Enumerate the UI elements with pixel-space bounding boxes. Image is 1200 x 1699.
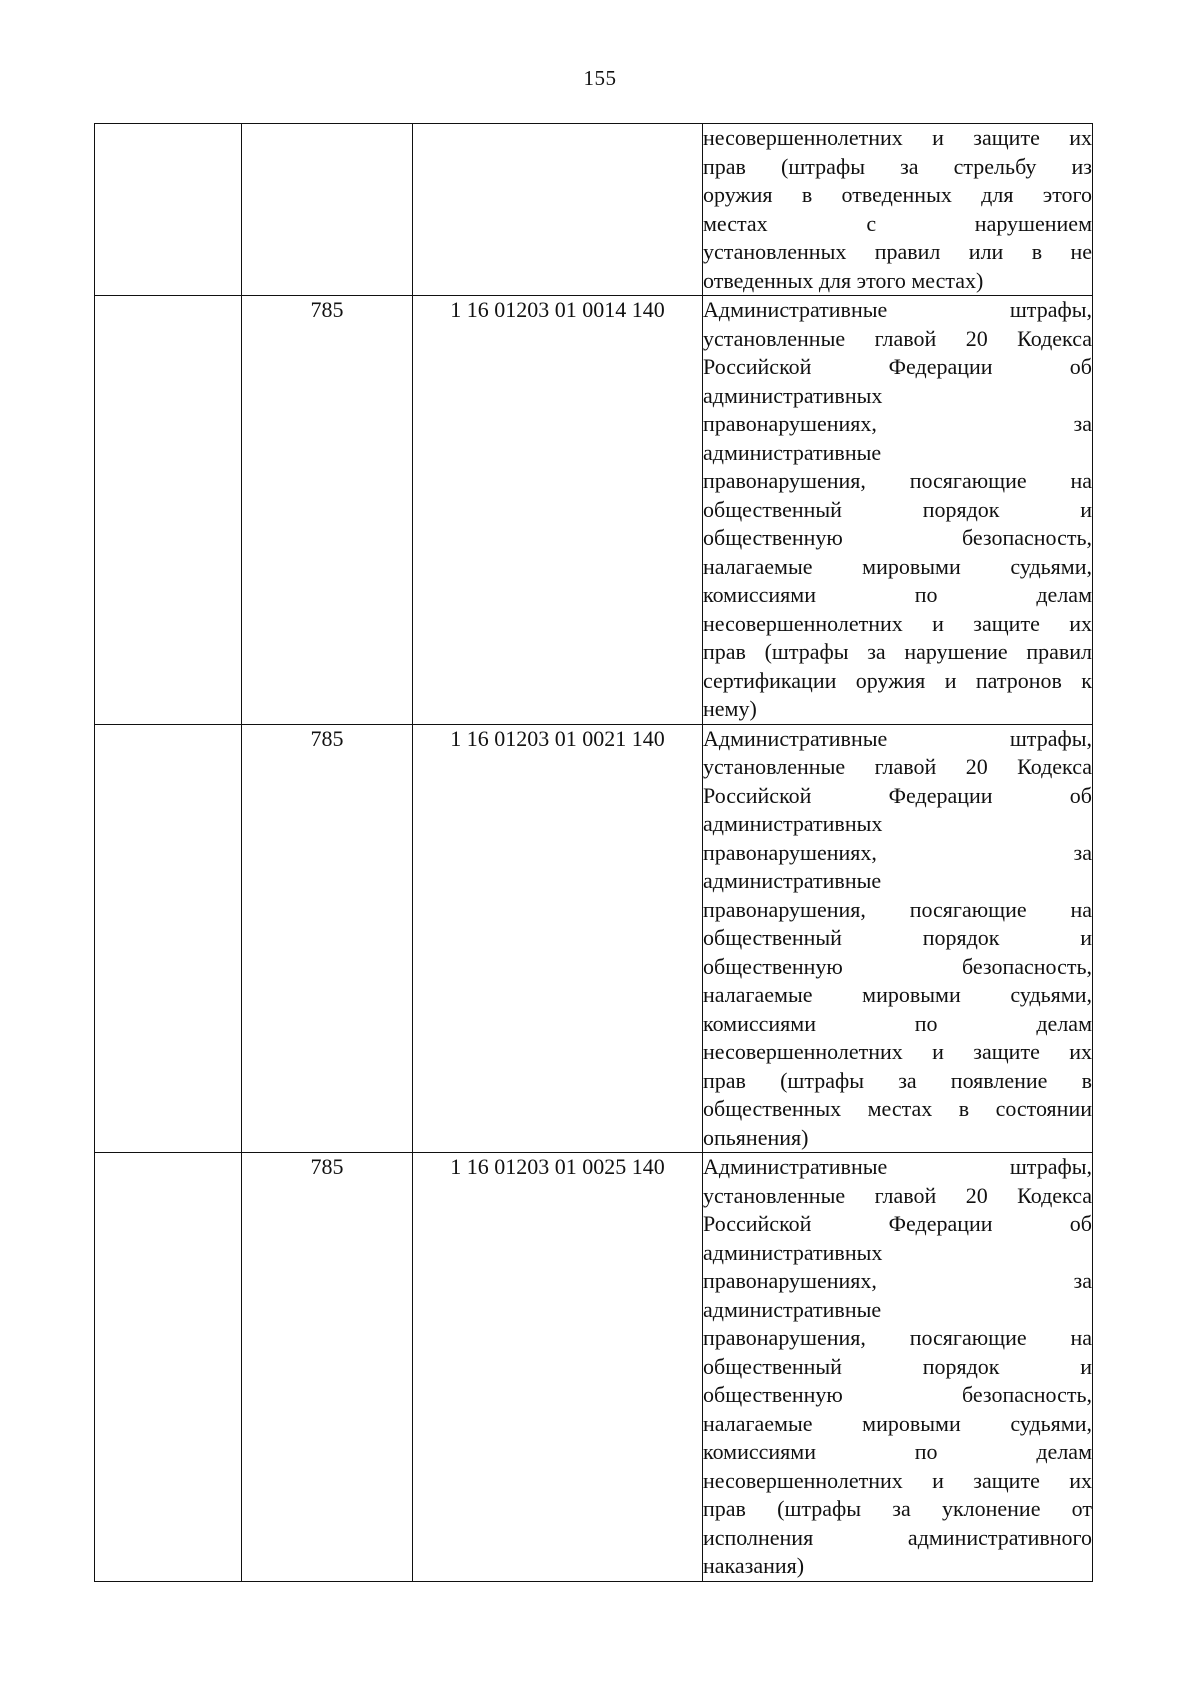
table-row bbox=[95, 724, 1093, 1153]
description-cell bbox=[703, 124, 1093, 296]
description-line: прав (штрафы за уклонение от bbox=[703, 1496, 1092, 1521]
kbk-code-cell bbox=[413, 124, 703, 296]
description-line: местах с нарушением bbox=[703, 210, 1092, 236]
description-line: общественную безопасность, bbox=[703, 525, 1092, 550]
description-line: несовершеннолетних и защите их bbox=[703, 610, 1092, 636]
page-number: 155 bbox=[583, 66, 617, 90]
table-row bbox=[95, 296, 1093, 725]
kbk-code-cell: 1 16 01203 01 0014 140 bbox=[413, 296, 703, 725]
description-line: правонарушениях, за bbox=[703, 411, 1092, 436]
admin-code-cell bbox=[242, 124, 413, 296]
description-line: правонарушения, посягающие на bbox=[703, 1325, 1092, 1350]
description-line: Российской Федерации об bbox=[703, 782, 1092, 808]
description-line: нему) bbox=[703, 696, 757, 721]
description-line: прав (штрафы за появление в bbox=[703, 1067, 1092, 1093]
description-line: комиссиями по делам bbox=[703, 1010, 1092, 1036]
description-line: исполнения административного bbox=[703, 1524, 1092, 1550]
kbk-code-cell: 1 16 01203 01 0025 140 bbox=[413, 1153, 703, 1582]
description-line: прав (штрафы за нарушение правил bbox=[703, 639, 1092, 664]
description-line: установленные главой 20 Кодекса bbox=[703, 325, 1092, 351]
kbk-code-cell: 1 16 01203 01 0021 140 bbox=[413, 724, 703, 1153]
admin-code-cell: 785 bbox=[242, 1153, 413, 1582]
admin-code-cell: 785 bbox=[242, 296, 413, 725]
description-line: административных bbox=[703, 1239, 883, 1265]
description-line: установленных правил или в не bbox=[703, 239, 1092, 264]
description-cell bbox=[703, 724, 1093, 1153]
description-line: Административные штрафы, bbox=[703, 1154, 1092, 1179]
row-number-cell bbox=[95, 724, 242, 1153]
table-row bbox=[95, 124, 1093, 296]
description-line: несовершеннолетних и защите их bbox=[703, 1467, 1092, 1493]
description-line: сертификации оружия и патронов к bbox=[703, 667, 1092, 693]
description-line: правонарушениях, за bbox=[703, 839, 1092, 865]
description-line: прав (штрафы за стрельбу из bbox=[703, 153, 1092, 179]
description-line: административных bbox=[703, 382, 883, 408]
description-line: административные bbox=[703, 868, 882, 893]
description-line: налагаемые мировыми судьями, bbox=[703, 1410, 1092, 1436]
description-cell bbox=[703, 296, 1093, 725]
description-line: административных bbox=[703, 811, 883, 836]
table-row bbox=[95, 1153, 1093, 1582]
description-line: налагаемые мировыми судьями, bbox=[703, 553, 1092, 579]
description-line: Административные штрафы, bbox=[703, 725, 1092, 751]
description-line: наказания) bbox=[703, 1553, 805, 1578]
description-line: общественный порядок и bbox=[703, 925, 1092, 950]
description-line: оружия в отведенных для этого bbox=[703, 182, 1092, 207]
description-cell bbox=[703, 1153, 1093, 1582]
description-line: установленные главой 20 Кодекса bbox=[703, 1182, 1092, 1208]
description-line: опьянения) bbox=[703, 1124, 809, 1150]
description-line: административные bbox=[703, 439, 882, 465]
description-line: Российской Федерации об bbox=[703, 354, 1092, 379]
description-line: отведенных для этого местах) bbox=[703, 267, 984, 293]
description-line: общественный порядок и bbox=[703, 496, 1092, 522]
description-line: правонарушениях, за bbox=[703, 1268, 1092, 1293]
row-number-cell bbox=[95, 124, 242, 296]
description-line: административные bbox=[703, 1296, 882, 1322]
admin-code-cell: 785 bbox=[242, 724, 413, 1153]
description-line: правонарушения, посягающие на bbox=[703, 468, 1092, 493]
description-line: общественную безопасность, bbox=[703, 1382, 1092, 1407]
description-line: общественную безопасность, bbox=[703, 953, 1092, 979]
description-line: общественный порядок и bbox=[703, 1353, 1092, 1379]
row-number-cell bbox=[95, 296, 242, 725]
description-line: комиссиями по делам bbox=[703, 1439, 1092, 1464]
revenue-codes-table bbox=[94, 123, 1093, 1582]
description-line: Административные штрафы, bbox=[703, 297, 1092, 322]
table-body bbox=[95, 124, 1093, 1582]
row-number-cell bbox=[95, 1153, 242, 1582]
description-line: общественных местах в состоянии bbox=[703, 1096, 1092, 1121]
description-line: комиссиями по делам bbox=[703, 582, 1092, 607]
description-line: Российской Федерации об bbox=[703, 1211, 1092, 1236]
description-line: несовершеннолетних и защите их bbox=[703, 1039, 1092, 1064]
description-line: несовершеннолетних и защите их bbox=[703, 125, 1092, 150]
description-line: правонарушения, посягающие на bbox=[703, 896, 1092, 922]
description-line: установленные главой 20 Кодекса bbox=[703, 754, 1092, 779]
description-line: налагаемые мировыми судьями, bbox=[703, 982, 1092, 1007]
